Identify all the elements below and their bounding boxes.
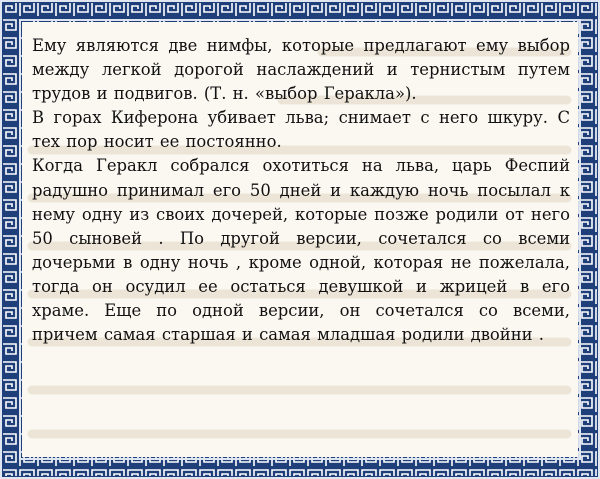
paragraph-thespius: Когда Геракл собрался охотиться на льва, царь Феспий радушно принимал его 50 дней и каждую ночь посылал к нему одну из своих дочерей, которые позже родили от него 50 сыновей . По другой версии, сочетался со всеми дочерьми в одну ночь , кроме одной, которая не пожелала, тогда он осудил ее остаться девушкой и жрицей в его храме. Еще по одной версии, он сочетался со всеми, причем самая старшая и самая младшая родили двойни .	[32, 156, 570, 345]
paragraph-lion: В горах Киферона убивает льва; снимает с него шкуру. С тех пор носит ее постоянно.	[32, 108, 570, 152]
article-body	[32, 34, 570, 347]
paragraph-nymphs: Ему являются две нимфы, которые предлагают ему выбор между легкой дорогой наслаждений и тернистым путем трудов и подвигов. (Т. н. «выбор Геракла»).	[32, 36, 570, 104]
text-panel	[22, 22, 578, 457]
